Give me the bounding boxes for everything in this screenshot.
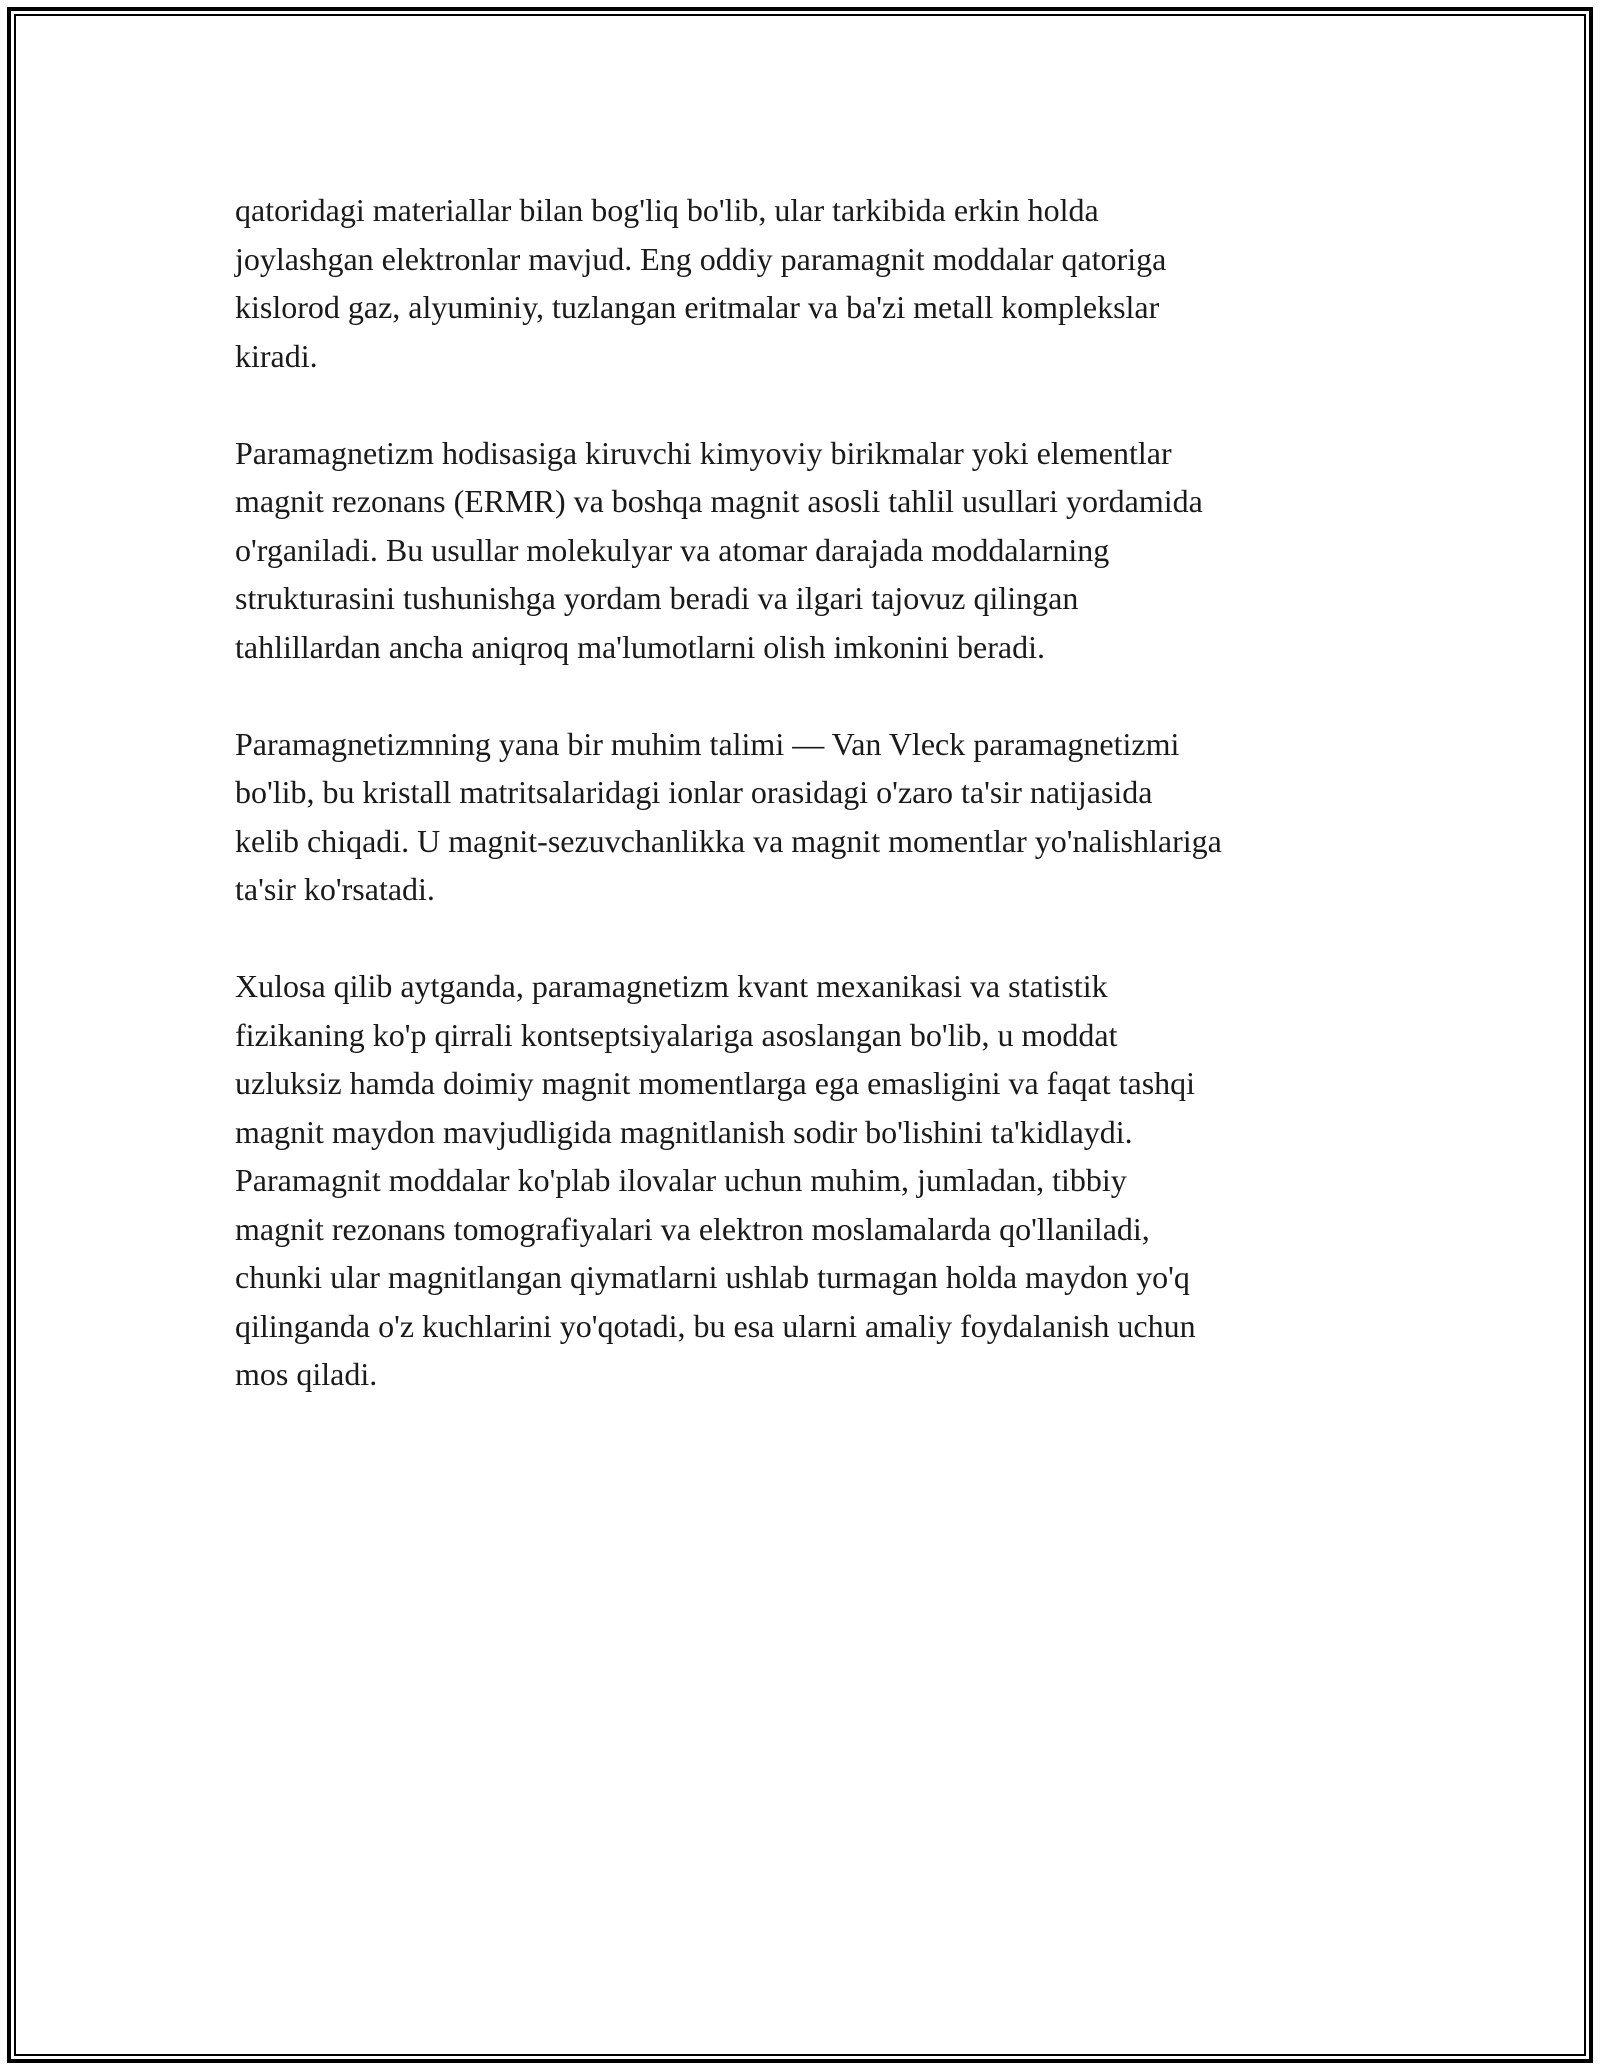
text-line: kelib chiqadi. U magnit-sezuvchanlikka va magnit momentlar yo'nalishlariga <box>235 822 1222 859</box>
text-line: joylashgan elektronlar mavjud. Eng oddiy paramagnit moddalar qatoriga <box>235 240 1167 277</box>
text-line: fizikaning ko'p qirrali kontseptsiyalariga asoslangan bo'lib, u moddat <box>235 1016 1118 1053</box>
text-line: chunki ular magnitlangan qiymatlarni ushlab turmagan holda maydon yo'q <box>235 1259 1190 1295</box>
text-line: Paramagnetizmning yana bir muhim talimi — Van Vleck paramagnetizmi <box>235 725 1180 762</box>
text-line: uzluksiz hamda doimiy magnit momentlarga ega emasligini va faqat tashqi <box>235 1065 1196 1101</box>
text-line: tahlillardan ancha aniqroq ma'lumotlarni olish imkonini beradi. <box>235 628 1045 665</box>
text-line: Xulosa qilib aytganda, paramagnetizm kvant mexanikasi va statistik <box>235 968 1108 1004</box>
text-line: kislorod gaz, alyuminiy, tuzlangan eritmalar va ba'zi metall komplekslar <box>235 289 1160 325</box>
text-line: qilinganda o'z kuchlarini yo'qotadi, bu esa ularni amaliy foydalanish uchun <box>235 1307 1196 1344</box>
text-line: magnit maydon mavjudligida magnitlanish sodir bo'lishini ta'kidlaydi. <box>235 1113 1133 1150</box>
paragraph-4 <box>235 962 1375 1399</box>
text-line: magnit rezonans (ERMR) va boshqa magnit asosli tahlil usullari yordamida <box>235 483 1203 519</box>
text-line: Paramagnit moddalar ko'plab ilovalar uchun muhim, jumladan, tibbiy <box>235 1162 1127 1198</box>
paragraph-3 <box>235 720 1375 914</box>
document-body <box>235 186 1375 1447</box>
paragraph-1 <box>235 186 1375 380</box>
text-line: strukturasini tushunishga yordam beradi va ilgari tajovuz qilingan <box>235 580 1079 616</box>
paragraph-2 <box>235 429 1375 672</box>
text-line: mos qiladi. <box>235 1356 378 1392</box>
text-line: Paramagnetizm hodisasiga kiruvchi kimyoviy birikmalar yoki elementlar <box>235 434 1172 471</box>
text-line: ta'sir ko'rsatadi. <box>235 871 435 907</box>
text-line: magnit rezonans tomografiyalari va elektron moslamalarda qo'llaniladi, <box>235 1210 1150 1247</box>
text-line: bo'lib, bu kristall matritsalaridagi ionlar orasidagi o'zaro ta'sir natijasida <box>235 774 1153 810</box>
text-line: qatoridagi materiallar bilan bog'liq bo'lib, ular tarkibida erkin holda <box>235 192 1099 228</box>
text-line: o'rganiladi. Bu usullar molekulyar va atomar darajada moddalarning <box>235 531 1110 568</box>
text-line: kiradi. <box>235 337 318 374</box>
